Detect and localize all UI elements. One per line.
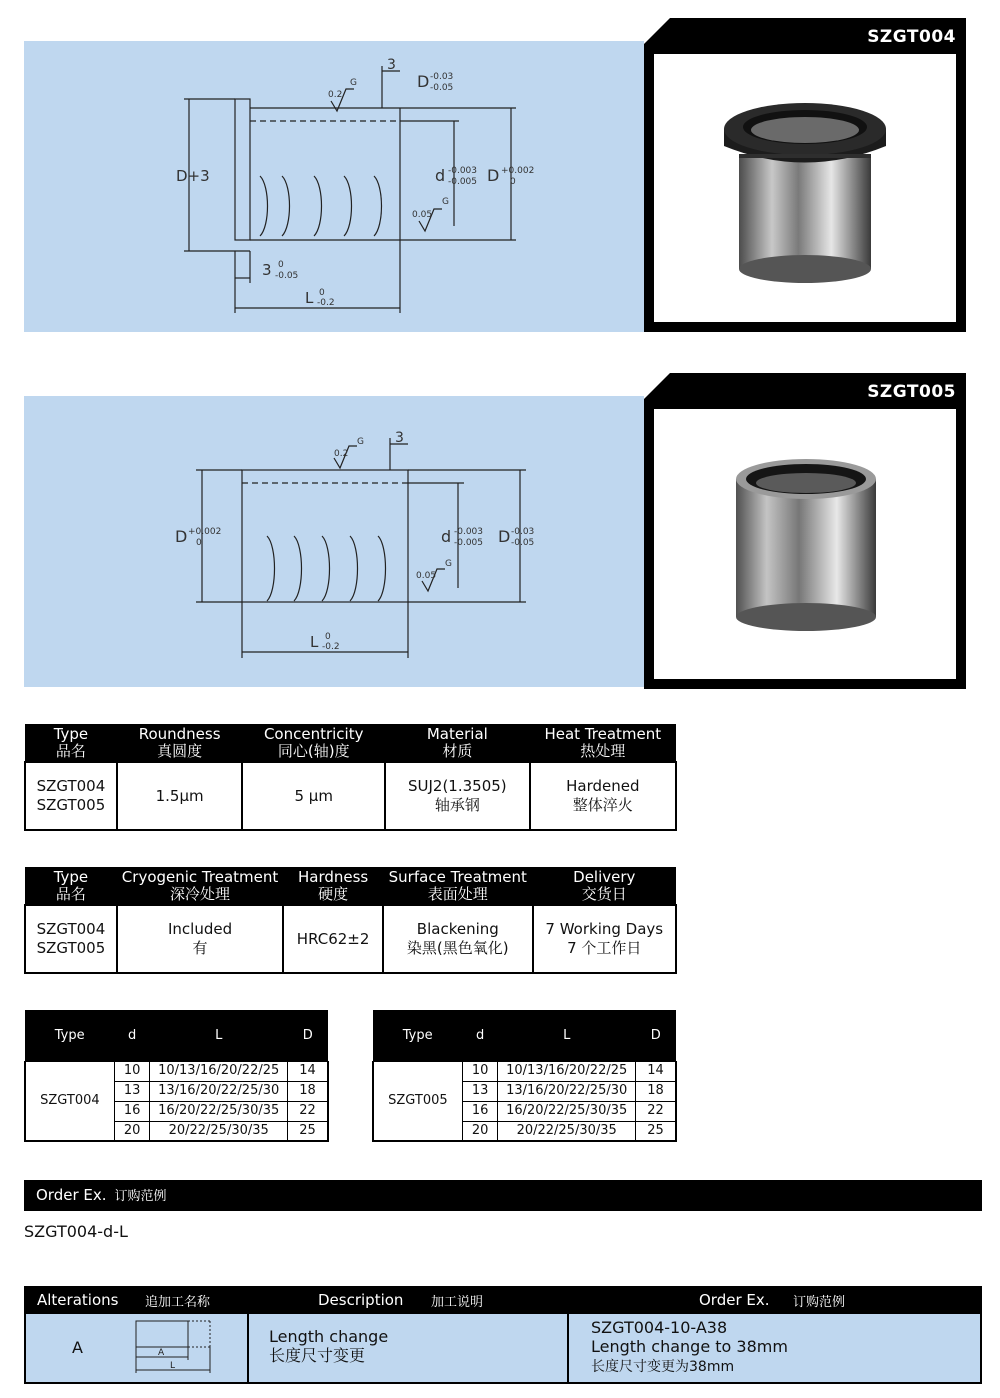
svg-text:-0.005: -0.005	[454, 538, 484, 548]
svg-text:-0.05: -0.05	[511, 538, 535, 548]
table-row: 20 20/22/25/30/35 25	[373, 1121, 676, 1141]
dimension-table-szgt004	[24, 1010, 329, 1142]
table-row	[24, 1314, 982, 1384]
svg-text:-0.2: -0.2	[322, 642, 340, 652]
svg-text:+0.002: +0.002	[188, 527, 222, 537]
dim-flange: D+3	[176, 167, 210, 185]
cell-types: SZGT004 SZGT005	[25, 762, 117, 830]
svg-text:3: 3	[262, 261, 272, 279]
svg-text:D: D	[498, 527, 511, 546]
svg-text:D: D	[175, 527, 188, 546]
svg-text:0.05: 0.05	[412, 210, 433, 220]
cell-cryogenic: Included 有	[117, 905, 283, 973]
svg-text:0.2: 0.2	[328, 90, 343, 100]
svg-text:A: A	[158, 1348, 165, 1358]
alterations-table	[24, 1286, 982, 1384]
cell-hardness: HRC62±2	[283, 905, 383, 973]
order-example: SZGT004-10-A38 Length change to 38mm 长度尺寸变更为38mm	[591, 1318, 788, 1375]
svg-text:-0.005: -0.005	[448, 177, 478, 187]
header-type: Type 品名	[25, 724, 117, 762]
product-code-title: SZGT004	[867, 27, 956, 47]
spec-table-header	[25, 867, 676, 905]
header-cryogenic: Cryogenic Treatment 深冷处理	[117, 867, 283, 905]
flanged-bushing-photo	[654, 54, 956, 322]
dim-table-header: Type d L D	[373, 1010, 676, 1061]
svg-text:-0.03: -0.03	[511, 527, 535, 537]
svg-text:+0.002: +0.002	[501, 166, 535, 176]
svg-text:d: d	[441, 527, 452, 546]
product-code-title: SZGT005	[867, 382, 956, 402]
table-row: 20 20/22/25/30/35 25	[25, 1121, 328, 1141]
spec-table-2	[24, 867, 677, 974]
svg-text:0: 0	[325, 632, 331, 642]
length-change-sketch	[132, 1320, 214, 1376]
svg-text:G: G	[445, 559, 452, 569]
svg-text:G: G	[357, 437, 364, 447]
table-row: 16 16/20/22/25/30/35 22	[373, 1101, 676, 1121]
order-label: Order Ex.	[36, 1186, 107, 1204]
alteration-code: A	[72, 1338, 83, 1357]
drawing-panel-szgt005	[24, 396, 644, 687]
svg-text:0.05: 0.05	[416, 571, 437, 581]
svg-text:L: L	[170, 1361, 176, 1371]
alterations-header: Alterations 追加工名称 Description 加工说明 Order Ex. 订购范例	[24, 1286, 982, 1314]
cell-concentricity: 5 μm	[242, 762, 385, 830]
svg-text:0: 0	[510, 177, 516, 187]
header-type: Type 品名	[25, 867, 117, 905]
svg-text:D: D	[487, 166, 500, 185]
spec-table-1	[24, 724, 677, 831]
header-heat-treatment: Heat Treatment 热处理	[530, 724, 676, 762]
table-row: 13 13/16/20/22/25/30 18	[25, 1081, 328, 1101]
cell-surface: Blackening 染黑(黑色氧化)	[383, 905, 533, 973]
cell-roundness: 1.5μm	[117, 762, 243, 830]
svg-text:3: 3	[395, 430, 404, 446]
dimension-table-szgt005	[372, 1010, 677, 1142]
header-surface: Surface Treatment 表面处理	[383, 867, 533, 905]
order-code: SZGT004-d-L	[24, 1222, 128, 1241]
table-row	[25, 762, 676, 830]
cell-types: SZGT004 SZGT005	[25, 905, 117, 973]
cell-heat: Hardened 整体淬火	[530, 762, 676, 830]
description: Length change 长度尺寸变更	[269, 1327, 389, 1365]
order-label-cn: 订购范例	[114, 1189, 167, 1204]
straight-bushing-photo	[654, 409, 956, 679]
header-hardness: Hardness 硬度	[283, 867, 383, 905]
svg-text:G: G	[350, 78, 357, 88]
svg-text:L: L	[310, 633, 319, 651]
technical-drawing-szgt005	[24, 396, 644, 687]
dim-table-header: Type d L D	[25, 1010, 328, 1061]
svg-text:0: 0	[196, 538, 202, 548]
cell-type: SZGT004	[25, 1061, 114, 1141]
photo-box-szgt005	[644, 373, 966, 689]
drawing-panel-szgt004	[24, 41, 644, 332]
svg-text:G: G	[442, 197, 449, 207]
cell-material: SUJ2(1.3505) 轴承钢	[385, 762, 530, 830]
technical-drawing-szgt004	[24, 41, 644, 332]
table-row: SZGT005 10 10/13/16/20/22/25 14	[373, 1061, 676, 1081]
cell-delivery: 7 Working Days 7 个工作日	[533, 905, 676, 973]
order-example-bar	[24, 1180, 982, 1211]
header-concentricity: Concentricity 同心(轴)度	[242, 724, 385, 762]
svg-text:0: 0	[278, 260, 284, 270]
svg-text:0.2: 0.2	[334, 449, 349, 459]
cell-type: SZGT005	[373, 1061, 462, 1141]
svg-text:-0.003: -0.003	[448, 166, 478, 176]
table-row: 13 13/16/20/22/25/30 18	[373, 1081, 676, 1101]
table-row: 16 16/20/22/25/30/35 22	[25, 1101, 328, 1121]
svg-text:-0.03: -0.03	[430, 72, 454, 82]
svg-text:-0.05: -0.05	[430, 83, 454, 93]
table-row	[25, 905, 676, 973]
svg-text:0: 0	[319, 288, 325, 298]
svg-text:L: L	[305, 289, 314, 307]
svg-text:-0.003: -0.003	[454, 527, 484, 537]
spec-table-header	[25, 724, 676, 762]
header-delivery: Delivery 交货日	[533, 867, 676, 905]
svg-text:d: d	[435, 166, 446, 185]
svg-text:D: D	[417, 72, 430, 91]
svg-text:-0.05: -0.05	[275, 271, 299, 281]
table-row: SZGT004 10 10/13/16/20/22/25 14	[25, 1061, 328, 1081]
svg-text:-0.2: -0.2	[317, 298, 335, 308]
header-material: Material 材质	[385, 724, 530, 762]
dim-3-top: 3	[387, 57, 396, 73]
photo-box-szgt004	[644, 18, 966, 332]
header-roundness: Roundness 真圆度	[117, 724, 243, 762]
